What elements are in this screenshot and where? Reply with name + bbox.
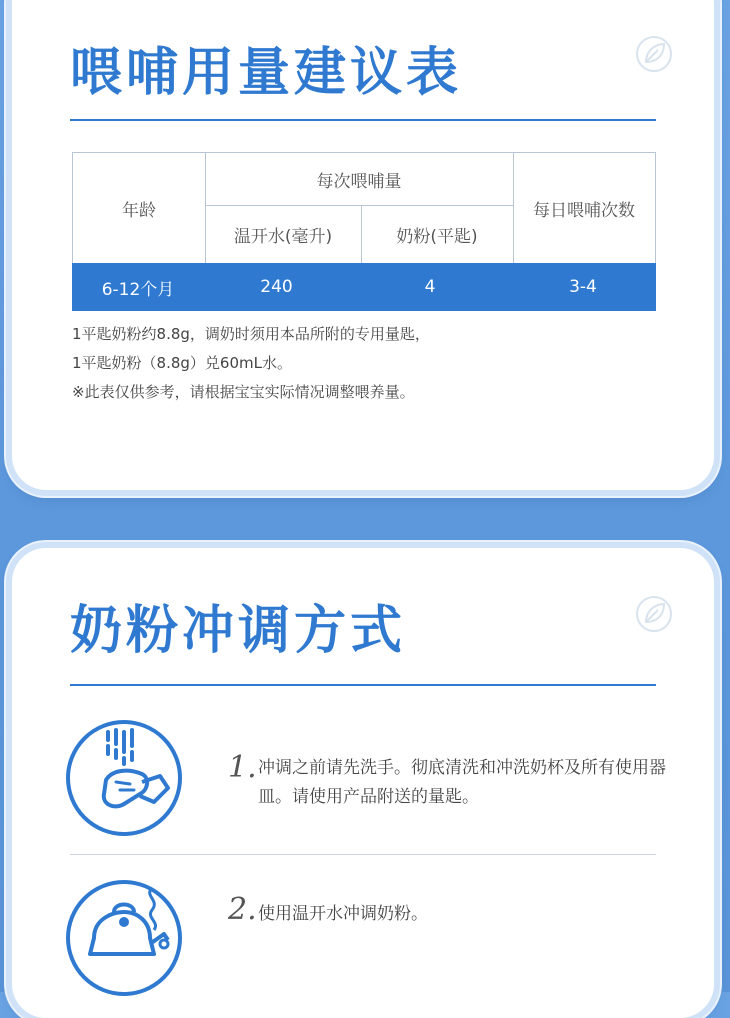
note-line: ※此表仅供参考，请根据宝宝实际情况调整喂养量。	[72, 383, 415, 401]
feeding-guide-card	[12, 0, 714, 490]
feeding-table	[72, 152, 656, 311]
preparation-card	[12, 548, 714, 1018]
cell-age: 6-12个月	[101, 279, 175, 300]
cell-daily: 3-4	[569, 277, 597, 297]
title-divider	[70, 684, 656, 686]
header-age: 年龄	[122, 200, 156, 221]
step-divider	[70, 854, 656, 855]
title-divider	[70, 119, 656, 121]
header-powder: 奶粉(平匙)	[396, 226, 478, 247]
note-line: 1平匙奶粉（8.8g）兑60mL水。	[72, 354, 292, 372]
step-number: 1.	[228, 750, 257, 785]
cell-water: 240	[260, 277, 293, 297]
notes	[72, 320, 430, 407]
table-row	[72, 263, 656, 311]
leaf-icon	[634, 34, 674, 74]
kettle-icon	[64, 878, 184, 998]
note-line: 1平匙奶粉约8.8g，调奶时须用本品所附的专用量匙，	[72, 325, 430, 343]
step-text: 使用温开水冲调奶粉。	[258, 904, 428, 924]
header-per-feed: 每次喂哺量	[316, 171, 402, 192]
step-text: 冲调之前请先洗手。彻底清洗和冲洗奶杯及所有使用器皿。请使用产品附送的量匙。	[258, 758, 666, 807]
section-title: 奶粉冲调方式	[70, 601, 407, 661]
header-daily: 每日喂哺次数	[533, 200, 635, 221]
header-water: 温开水(毫升)	[233, 226, 333, 247]
section-title: 喂哺用量建议表	[70, 43, 463, 103]
cell-powder: 4	[424, 277, 436, 297]
hand-washing-icon	[64, 718, 184, 838]
leaf-icon	[634, 594, 674, 634]
step-number: 2.	[228, 892, 257, 927]
